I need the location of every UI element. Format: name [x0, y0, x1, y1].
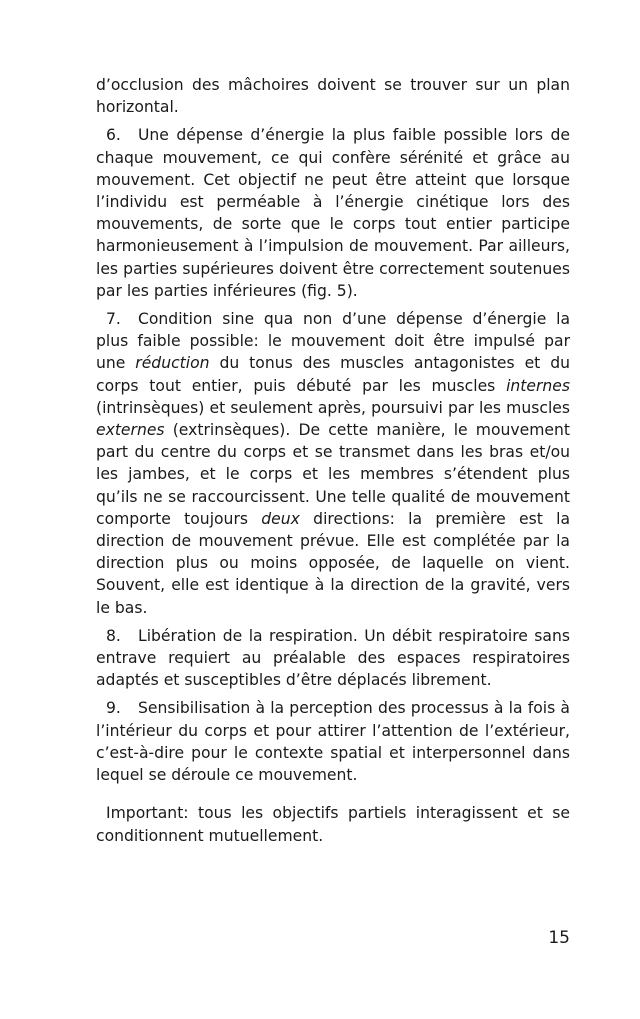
list-item-8: [96, 625, 570, 692]
list-item-6: [96, 124, 570, 302]
emphasis-text: internes: [506, 376, 570, 395]
item-text: (intrinsèques) et seulement après, poursuivi par les muscles: [96, 398, 570, 417]
item-text: Sensibilisation à la perception des processus à la fois à l’intérieur du corps et pour attirer l’attention de l’extérieur, c’est-à-dire pour le contexte spatial et interpersonnel dans lequel se déroule ce mouvement.: [96, 699, 570, 785]
paragraph-text: d’occlusion des mâchoires doivent se trouver sur un plan horizontal.: [96, 76, 570, 117]
emphasis-text: réduction: [135, 354, 210, 373]
item-text: Une dépense d’énergie la plus faible possible lors de chaque mouvement, ce qui confère sérénité et grâce au mouvement. Cet objectif ne peut être atteint que lorsque l’individu est perméable à l’énergie cinétique lors des mouvements, de sorte que le corps tout entier participe harmonieusement à l’impulsion de mouvement. Par ailleurs, les parties supérieures doivent être correctement soutenues par les parties inférieures (fig. 5).: [96, 126, 570, 300]
emphasis-text: deux: [261, 509, 300, 528]
item-number: 8.: [106, 626, 121, 645]
item-text: du tonus des muscles antagonistes et du corps tout entier, puis débuté par les muscles: [96, 354, 570, 395]
page-number: 15: [548, 928, 570, 948]
item-number: 9.: [106, 699, 121, 718]
item-number: 7.: [106, 310, 121, 329]
important-note: [96, 802, 570, 846]
emphasis-text: externes: [96, 421, 165, 440]
note-text: Important: tous les objectifs partiels interagissent et se conditionnent mutuellement.: [96, 804, 570, 845]
item-number: 6.: [106, 126, 121, 145]
item-text: Libération de la respiration. Un débit respiratoire sans entrave requiert au préalable des espaces respiratoires adaptés et susceptibles d’être déplacés librement.: [96, 626, 570, 690]
list-item-9: [96, 697, 570, 786]
list-item-7: [96, 308, 570, 619]
item-text: (extrinsèques). De cette manière, le mouvement part du centre du corps et se transmet dans les bras et/ou les jambes, et le corps et les membres s’étendent plus qu’ils ne se raccourcissent. Une telle qualité de mouvement comporte toujours: [96, 421, 570, 528]
page-body: [96, 74, 570, 853]
item-text: Condition sine qua non d’une dépense d’énergie la plus faible possible: le mouvement doit être impulsé par une: [96, 310, 570, 373]
paragraph-continuation: [96, 74, 570, 118]
item-text: directions: la première est la direction de mouvement prévue. Elle est complétée par la direction plus ou moins opposée, de laquelle on vient. Souvent, elle est identique à la direction de la gravité, vers le bas.: [96, 509, 571, 617]
